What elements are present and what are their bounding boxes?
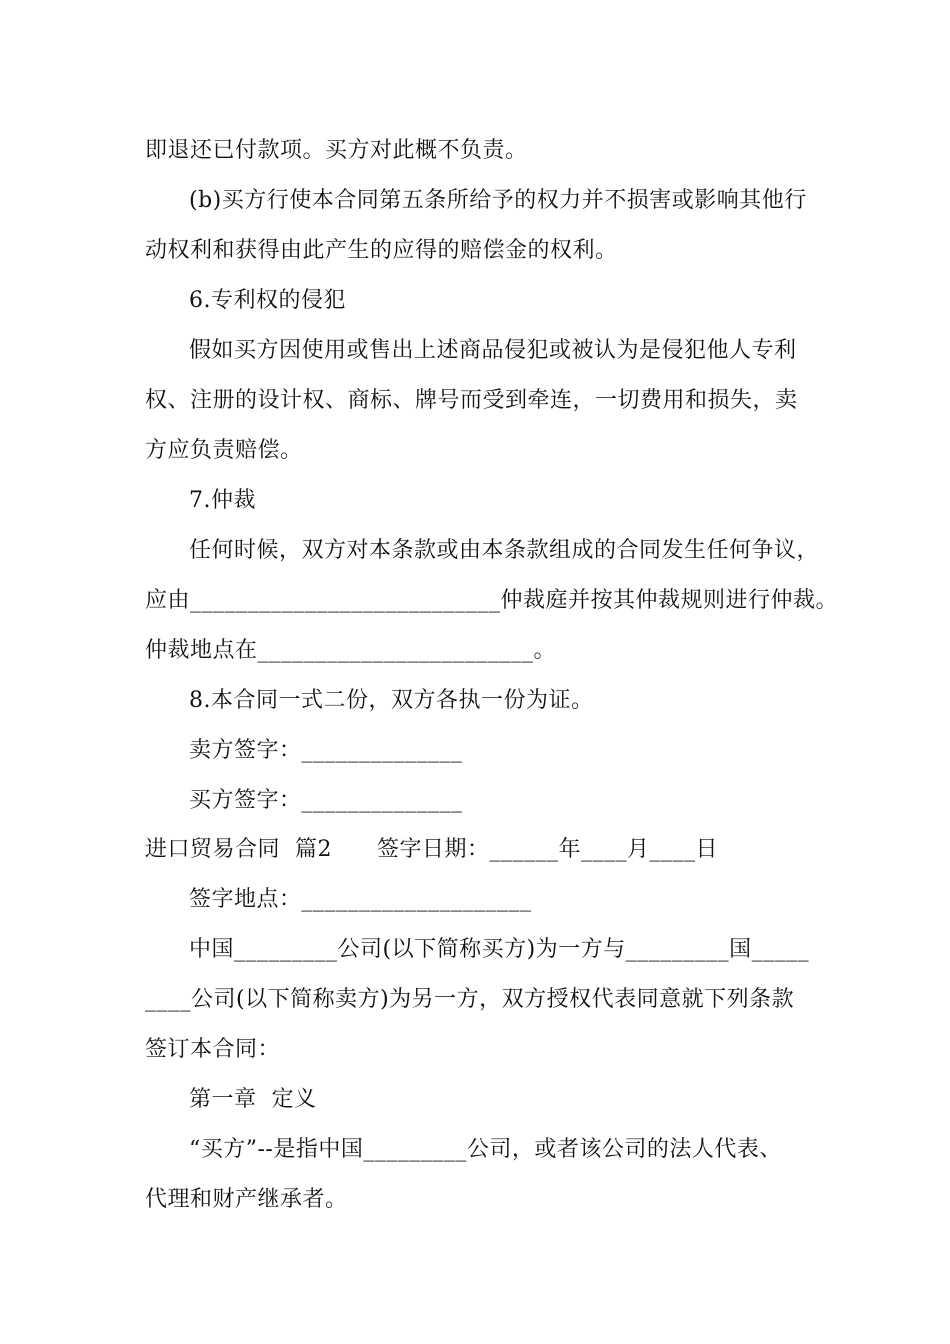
paragraph-line: 8.本合同一式二份，双方各执一份为证。 <box>189 688 594 713</box>
paragraph-line: “买方”--是指中国_________公司，或者该公司的法人代表、 <box>189 1137 782 1162</box>
paragraph-line: 权、注册的设计权、商标、牌号而受到牵连，一切费用和损失，卖 <box>145 388 798 413</box>
section-heading: 7.仲裁 <box>189 488 256 513</box>
seller-signature-line: 卖方签字：______________ <box>189 738 463 763</box>
paragraph-line: 动权利和获得由此产生的应得的赔偿金的权利。 <box>145 238 618 263</box>
chapter-heading: 第一章 定义 <box>189 1087 317 1112</box>
paragraph-line: 中国_________公司(以下简称买方)为一方与_________国_____ <box>189 937 810 962</box>
paragraph-line: 签订本合同： <box>145 1037 281 1062</box>
paragraph-line: 即退还已付款项。买方对此概不负责。 <box>145 138 528 163</box>
paragraph-line: ____公司(以下简称卖方)为另一方，双方授权代表同意就下列条款 <box>145 987 795 1012</box>
paragraph-line: 代理和财产继承者。 <box>145 1187 348 1212</box>
paragraph-line: (b)买方行使本合同第五条所给予的权力并不损害或影响其他行 <box>189 188 807 213</box>
contract-title-date-line: 进口贸易合同 篇2 签字日期：______年____月____日 <box>145 837 718 862</box>
section-heading: 6.专利权的侵犯 <box>189 288 346 313</box>
paragraph-line: 仲裁地点在________________________。 <box>145 638 557 663</box>
signing-place-line: 签字地点：____________________ <box>189 887 532 912</box>
paragraph-line: 任何时候，双方对本条款或由本条款组成的合同发生任何争议， <box>189 538 820 563</box>
buyer-signature-line: 买方签字：______________ <box>189 788 463 813</box>
paragraph-line: 方应负责赔偿。 <box>145 438 303 463</box>
paragraph-line: 假如买方因使用或售出上述商品侵犯或被认为是侵犯他人专利 <box>189 338 797 363</box>
paragraph-line: 应由___________________________仲裁庭并按其仲裁规则进行仲裁。 <box>145 588 839 613</box>
